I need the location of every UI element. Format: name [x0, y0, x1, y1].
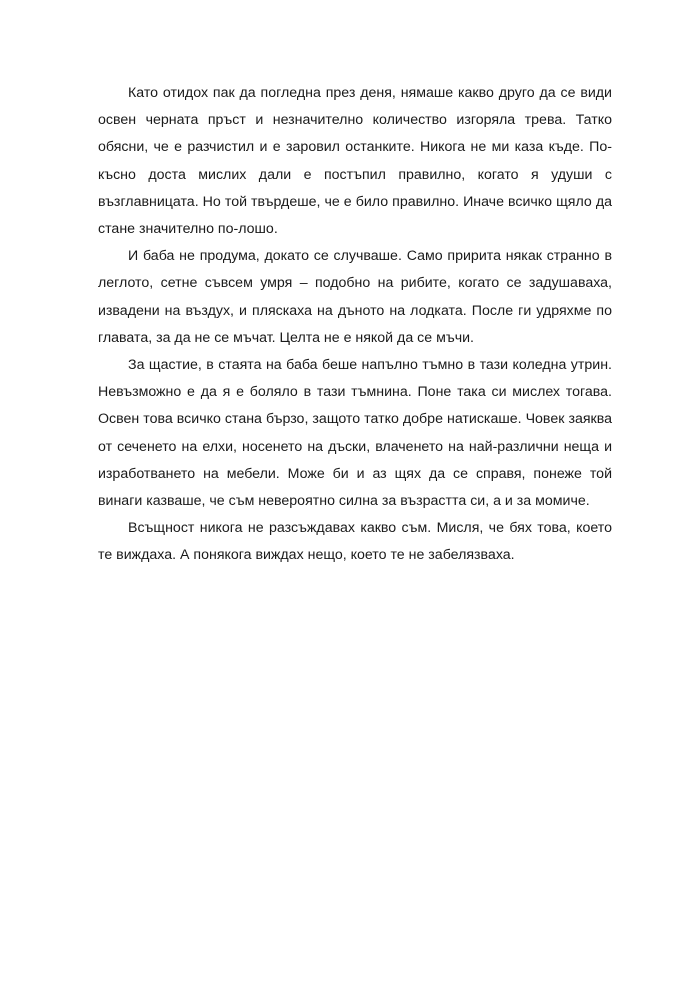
paragraph-1: Като отидох пак да погледна през деня, нямаше какво друго да се види освен черната пръст и незначително количество изгоряла трева. Татко обясни, че е разчистил и е заровил останките. Никога не ми каза къде. По-късно доста мислих дали е постъпил правилно, когато я удуши с възглавницата. Но той твърдеше, че е било правилно. Иначе всичко щяло да стане значително по-лошо.: [98, 85, 612, 238]
paragraph-3: За щастие, в стаята на баба беше напълно тъмно в тази коледна утрин. Невъзможно е да я е боляло в тази тъмнина. Поне така си мислех тогава. Освен това всичко стана бързо, защото татко добре натискаше. Човек заяква от сеченето на елхи, носенето на дъски, влаченето на най-различни неща и изработването на мебели. Може би и аз щях да се справя, понеже той винаги казваше, че съм невероятно силна за възрастта си, а и за момиче.: [98, 357, 612, 510]
paragraph-2: И баба не продума, докато се случваше. Само пририта някак странно в леглото, сетне съвсем умря – подобно на рибите, когато се задушаваха, извадени на въздух, и пляскаха на дъното на лодката. После ги удряхме по главата, за да не се мъчат. Целта не е някой да се мъчи.: [98, 248, 612, 346]
body-text: [98, 80, 612, 570]
paragraph-4: Всъщност никога не разсъждавах какво съм. Мисля, че бях това, което те виждаха. А понякога виждах нещо, което те не забелязваха.: [98, 520, 612, 564]
